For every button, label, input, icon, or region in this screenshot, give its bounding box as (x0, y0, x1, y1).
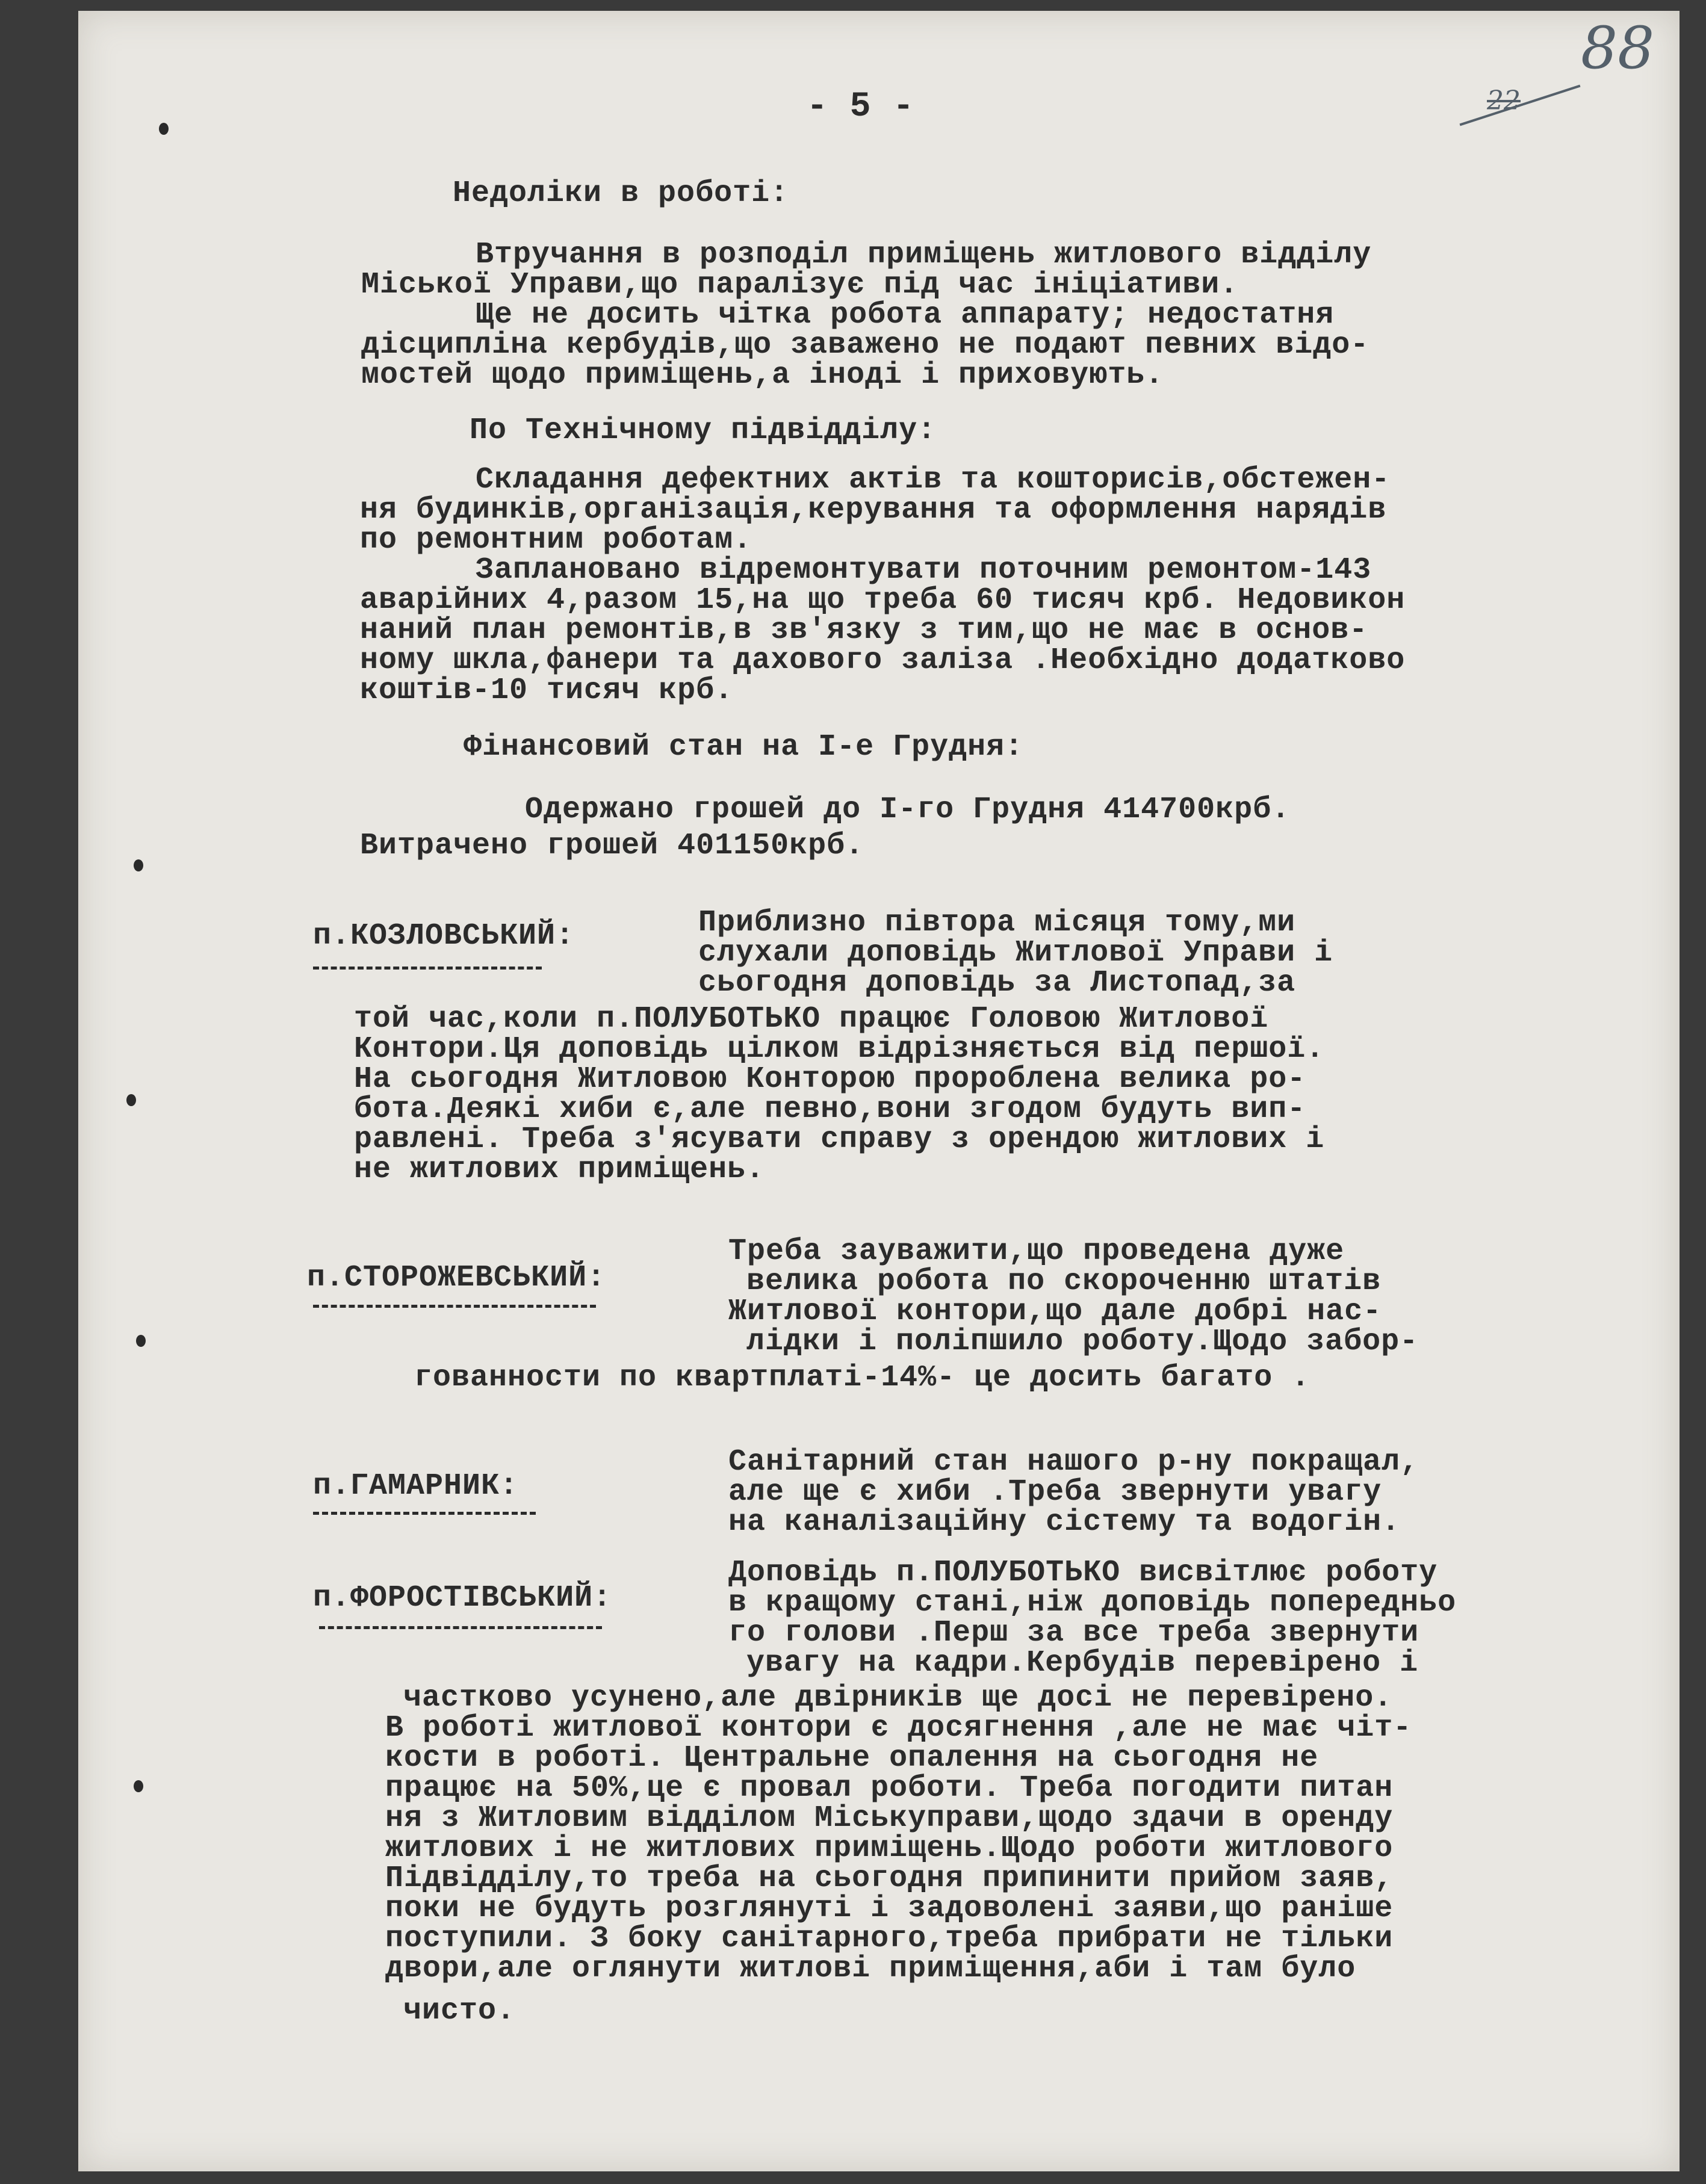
speech-line: го голови .Перш за все треба звернути (728, 1616, 1419, 1650)
shortcomings-line: Міської Управи,що паралізує під час ініціативи. (361, 268, 1239, 302)
archive-struck-number: 22 (1487, 85, 1521, 116)
speech-line: житлових і не житлових приміщень.Щодо роботи житлового (385, 1831, 1394, 1866)
finance-received: Одержано грошей до І-го Грудня 414700крб. (525, 793, 1291, 827)
speaker-name: п.ГАМАРНИК: (313, 1469, 519, 1503)
shortcomings-line: дісципліна кербудів,що заважено не подают певних відо- (361, 328, 1369, 362)
speaker-underline (319, 1626, 602, 1629)
binding-hole (134, 859, 143, 871)
speech-line: чисто. (403, 1994, 516, 2028)
heading-finance: Фінансовий стан на І-е Грудня: (464, 730, 1024, 764)
technical-line: коштів-10 тисяч крб. (360, 673, 734, 708)
speech-line: увагу на кадри.Кербудів перевірено і (746, 1646, 1419, 1680)
speech-line: на каналізаційну сістему та водогін. (728, 1505, 1401, 1539)
archival-page (78, 11, 1680, 2171)
speech-line: ня з Житловим відділом Міськуправи,щодо здачи в оренду (385, 1801, 1394, 1836)
speech-line: не житлових приміщень. (354, 1152, 765, 1187)
technical-line: ному шкла,фанери та дахового заліза .Необхідно додатково (360, 643, 1406, 678)
heading-technical: По Технічному підвідділу: (470, 413, 937, 448)
speech-line: гованности по квартплаті-14%- це досить багато . (414, 1361, 1311, 1395)
speech-line: бота.Деякі хиби є,але певно,вони згодом будуть вип- (354, 1092, 1306, 1127)
speech-line: Треба зауважити,що проведена дуже (728, 1234, 1345, 1269)
speech-line: равлені. Треба з'ясувати справу з орендою житлових і (354, 1122, 1325, 1157)
finance-spent: Витрачено грошей 401150крб. (360, 829, 864, 863)
binding-hole (126, 1094, 136, 1106)
speech-line: двори,але оглянути житлові приміщення,аби і там було (385, 1952, 1356, 1986)
technical-line: аварійних 4,разом 15,на що треба 60 тисяч крб. Недовикон (360, 583, 1406, 617)
speech-line: поки не будуть розглянуті і задоволені заяви,що раніше (385, 1892, 1394, 1926)
speech-line: сьогодня доповідь за Листопад,за (698, 966, 1296, 1000)
technical-line: Заплановано відремонтувати поточним ремонтом-143 (476, 553, 1372, 587)
speech-line: поступили. З боку санітарного,треба прибрати не тільки (385, 1922, 1394, 1956)
speech-line: Доповідь п.ПОЛУБОТЬКО висвітлює роботу (728, 1556, 1438, 1590)
technical-line: по ремонтним роботам. (360, 523, 752, 557)
speaker-name: п.КОЗЛОВСЬКИЙ: (313, 919, 575, 953)
speech-line: велика робота по скороченню штатів (746, 1264, 1382, 1299)
speech-line: працює на 50%,це є провал роботи. Треба погодити питан (385, 1771, 1394, 1805)
speech-line: слухали доповідь Житлової Управи і (698, 936, 1333, 970)
speech-line: Підвідділу,то треба на сьогодня припинити прийом заяв, (385, 1861, 1394, 1896)
speech-line: Приблизно півтора місяця тому,ми (698, 906, 1296, 940)
shortcomings-line: Ще не досить чітка робота аппарату; недостатня (476, 298, 1335, 332)
speech-line: Житлової контори,що дале добрі нас- (728, 1295, 1382, 1329)
technical-line: наний план ремонтів,в зв'язку з тим,що не має в основ- (360, 613, 1368, 648)
speech-line: частково усунено,але двірників ще досі не перевірено. (403, 1681, 1393, 1715)
heading-shortcomings: Недоліки в роботі: (453, 176, 789, 211)
speech-line: Контори.Ця доповідь цілком відрізняється від першої. (354, 1032, 1325, 1066)
binding-hole (159, 123, 169, 135)
technical-line: Складання дефектних актів та кошторисів,обстежен- (476, 463, 1391, 497)
shortcomings-line: мостей щодо приміщень,а іноді і приховують. (361, 358, 1164, 392)
speech-line: Санітарний стан нашого р-ну покращал, (728, 1445, 1419, 1479)
speaker-underline (313, 1305, 596, 1308)
binding-hole (134, 1780, 143, 1792)
speech-line: в кращому стані,ніж доповідь попередньо (728, 1586, 1457, 1620)
speech-line: але ще є хиби .Треба звернути увагу (728, 1475, 1382, 1509)
speaker-underline (313, 1512, 536, 1515)
binding-hole (136, 1335, 146, 1347)
speaker-underline (313, 967, 542, 970)
speech-line: лідки і поліпшило роботу.Щодо забор- (746, 1325, 1419, 1359)
speech-line: На сьогодня Житловою Конторою пророблена велика ро- (354, 1062, 1306, 1097)
speaker-name: п.ФОРОСТІВСЬКИЙ: (313, 1581, 612, 1615)
page-number: - 5 - (807, 87, 915, 126)
speaker-name: п.СТОРОЖЕВСЬКИЙ: (307, 1261, 606, 1295)
shortcomings-line: Втручання в розподіл приміщень житлового відділу (476, 238, 1372, 272)
speech-line: кости в роботі. Центральне опалення на сьогодня не (385, 1741, 1319, 1775)
speech-line: В роботі житлової контори є досягнення ,але не має чіт- (385, 1711, 1412, 1745)
speech-line: той час,коли п.ПОЛУБОТЬКО працює Головою Житлової (354, 1002, 1269, 1036)
archive-folio-number: 88 (1581, 14, 1655, 82)
technical-line: ня будинків,організація,керування та оформлення нарядів (360, 493, 1387, 527)
